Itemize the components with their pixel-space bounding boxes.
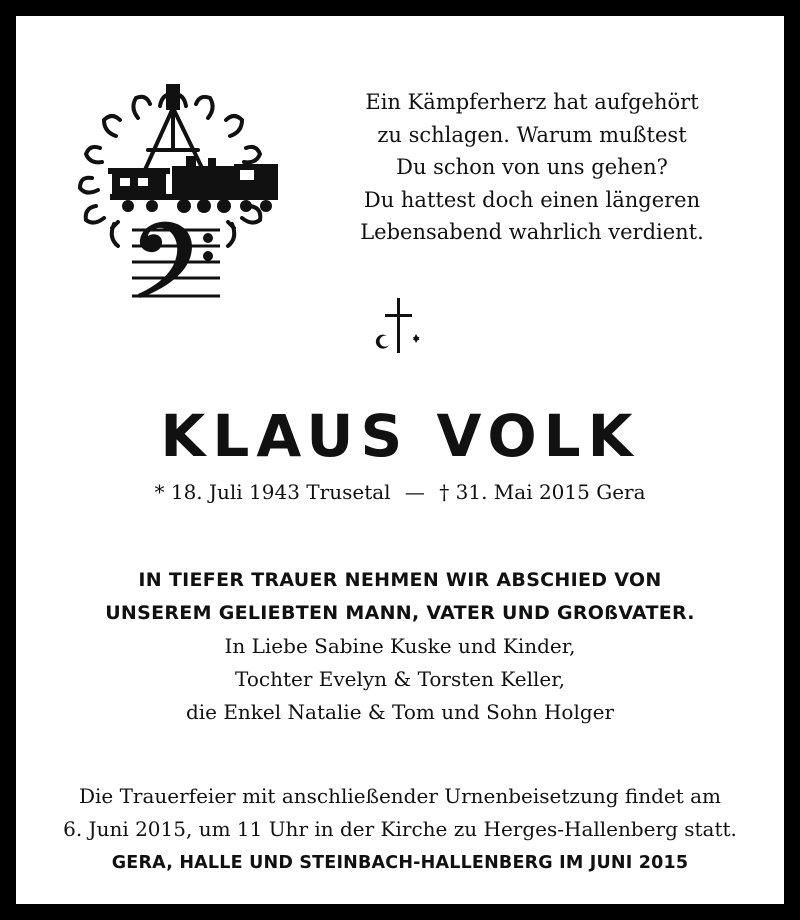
family-line: die Enkel Natalie & Tom und Sohn Holger [185,700,615,724]
deceased-name: KLAUS VOLK [160,402,640,470]
funeral-line: 6. Juni 2015, um 11 Uhr in der Kirche zu Herges-Hallenberg statt. [63,817,737,841]
death-date: † 31. Mai 2015 Gera [439,480,646,504]
family-line: In Liebe Sabine Kuske und Kinder, [224,634,576,658]
mourning-section [16,564,784,729]
cross-crescent-star-icon [371,296,431,356]
mourning-heading-line: UNSEREM GELIEBTEN MANN, VATER UND GROßVATER. [105,602,695,624]
family-line: Tochter Evelyn & Torsten Keller, [235,667,565,691]
poem-line: Lebensabend wahrlich verdient. [360,220,704,244]
funeral-section [16,780,784,880]
poem [352,86,712,249]
poem-line: zu schlagen. Warum mußtest [377,122,687,147]
poem-line: Du schon von uns gehen? [396,155,668,179]
funeral-line: Die Trauerfeier mit anschließender Urnenbeisetzung findet am [78,784,722,808]
poem-line: Ein Kämpferherz hat aufgehört [365,90,699,114]
birth-date: * 18. Juli 1943 Trusetal [154,480,391,504]
obituary-card [16,16,784,904]
place-date: GERA, HALLE UND STEINBACH-HALLENBERG IM JUNI 2015 [111,853,689,873]
life-dates [16,480,784,504]
poem-line: Du hattest doch einen längeren [363,187,701,212]
mourning-heading-line: IN TIEFER TRAUER NEHMEN WIR ABSCHIED VON [138,569,662,591]
gear-train-bass-clef-icon [68,68,278,300]
date-separator: — [404,480,425,504]
